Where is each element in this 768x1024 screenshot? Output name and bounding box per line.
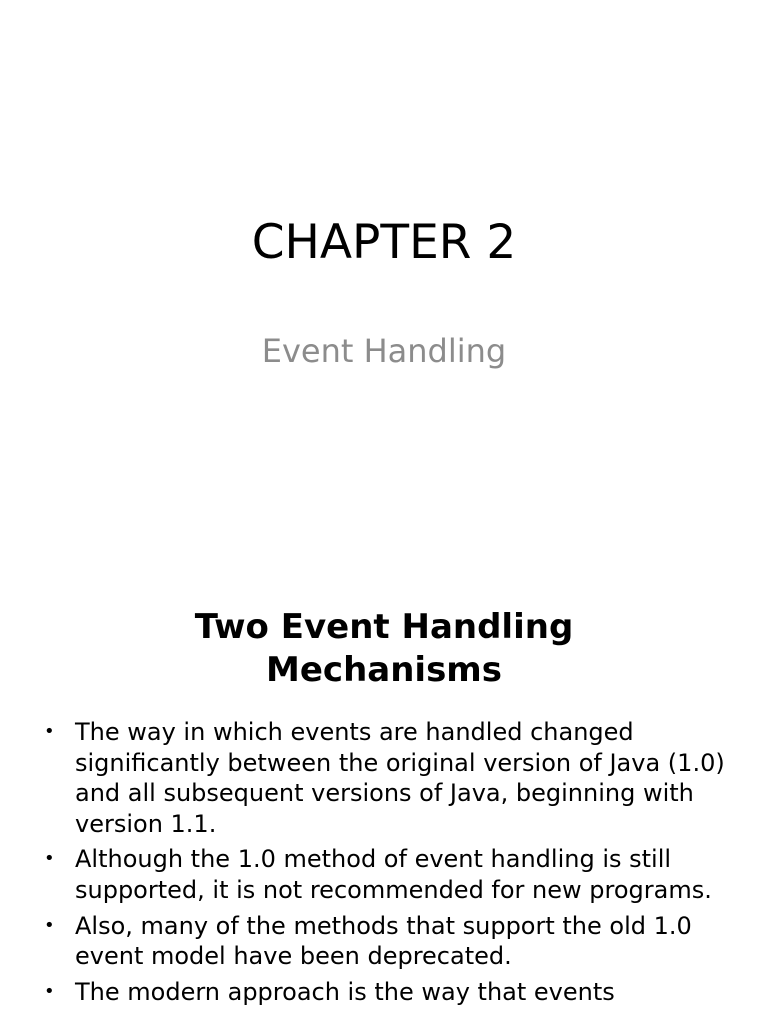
bullet-dot: • (44, 914, 55, 936)
chapter-subtitle: Event Handling (261, 332, 507, 370)
bullet-dot: • (44, 848, 55, 870)
chapter-title: CHAPTER 2 (251, 215, 517, 270)
bullet-text: Although the 1.0 method of event handling is still supported, it is not recommended for new programs. (75, 845, 712, 904)
bullet-text: The way in which events are handled changed significantly between the original version of Java (1.0) and all subsequent versions of Java, beginning with version 1.1. (75, 718, 725, 838)
bullet-text: The modern approach is the way that events (75, 977, 615, 1006)
bullet-item (44, 977, 734, 1008)
slide-heading-line-2: Mechanisms (266, 650, 502, 690)
slide-heading (0, 606, 768, 692)
slide-heading-line-1: Two Event Handling (194, 607, 574, 647)
slide-two-event-mechanisms (0, 576, 768, 1024)
bullet-list (44, 717, 734, 1012)
bullet-item (44, 844, 734, 905)
bullet-item (44, 911, 734, 972)
bullet-dot: • (44, 980, 55, 1002)
bullet-item (44, 717, 734, 839)
bullet-text: Also, many of the methods that support the old 1.0 event model have been deprecated. (75, 911, 692, 971)
bullet-dot: • (44, 721, 55, 742)
